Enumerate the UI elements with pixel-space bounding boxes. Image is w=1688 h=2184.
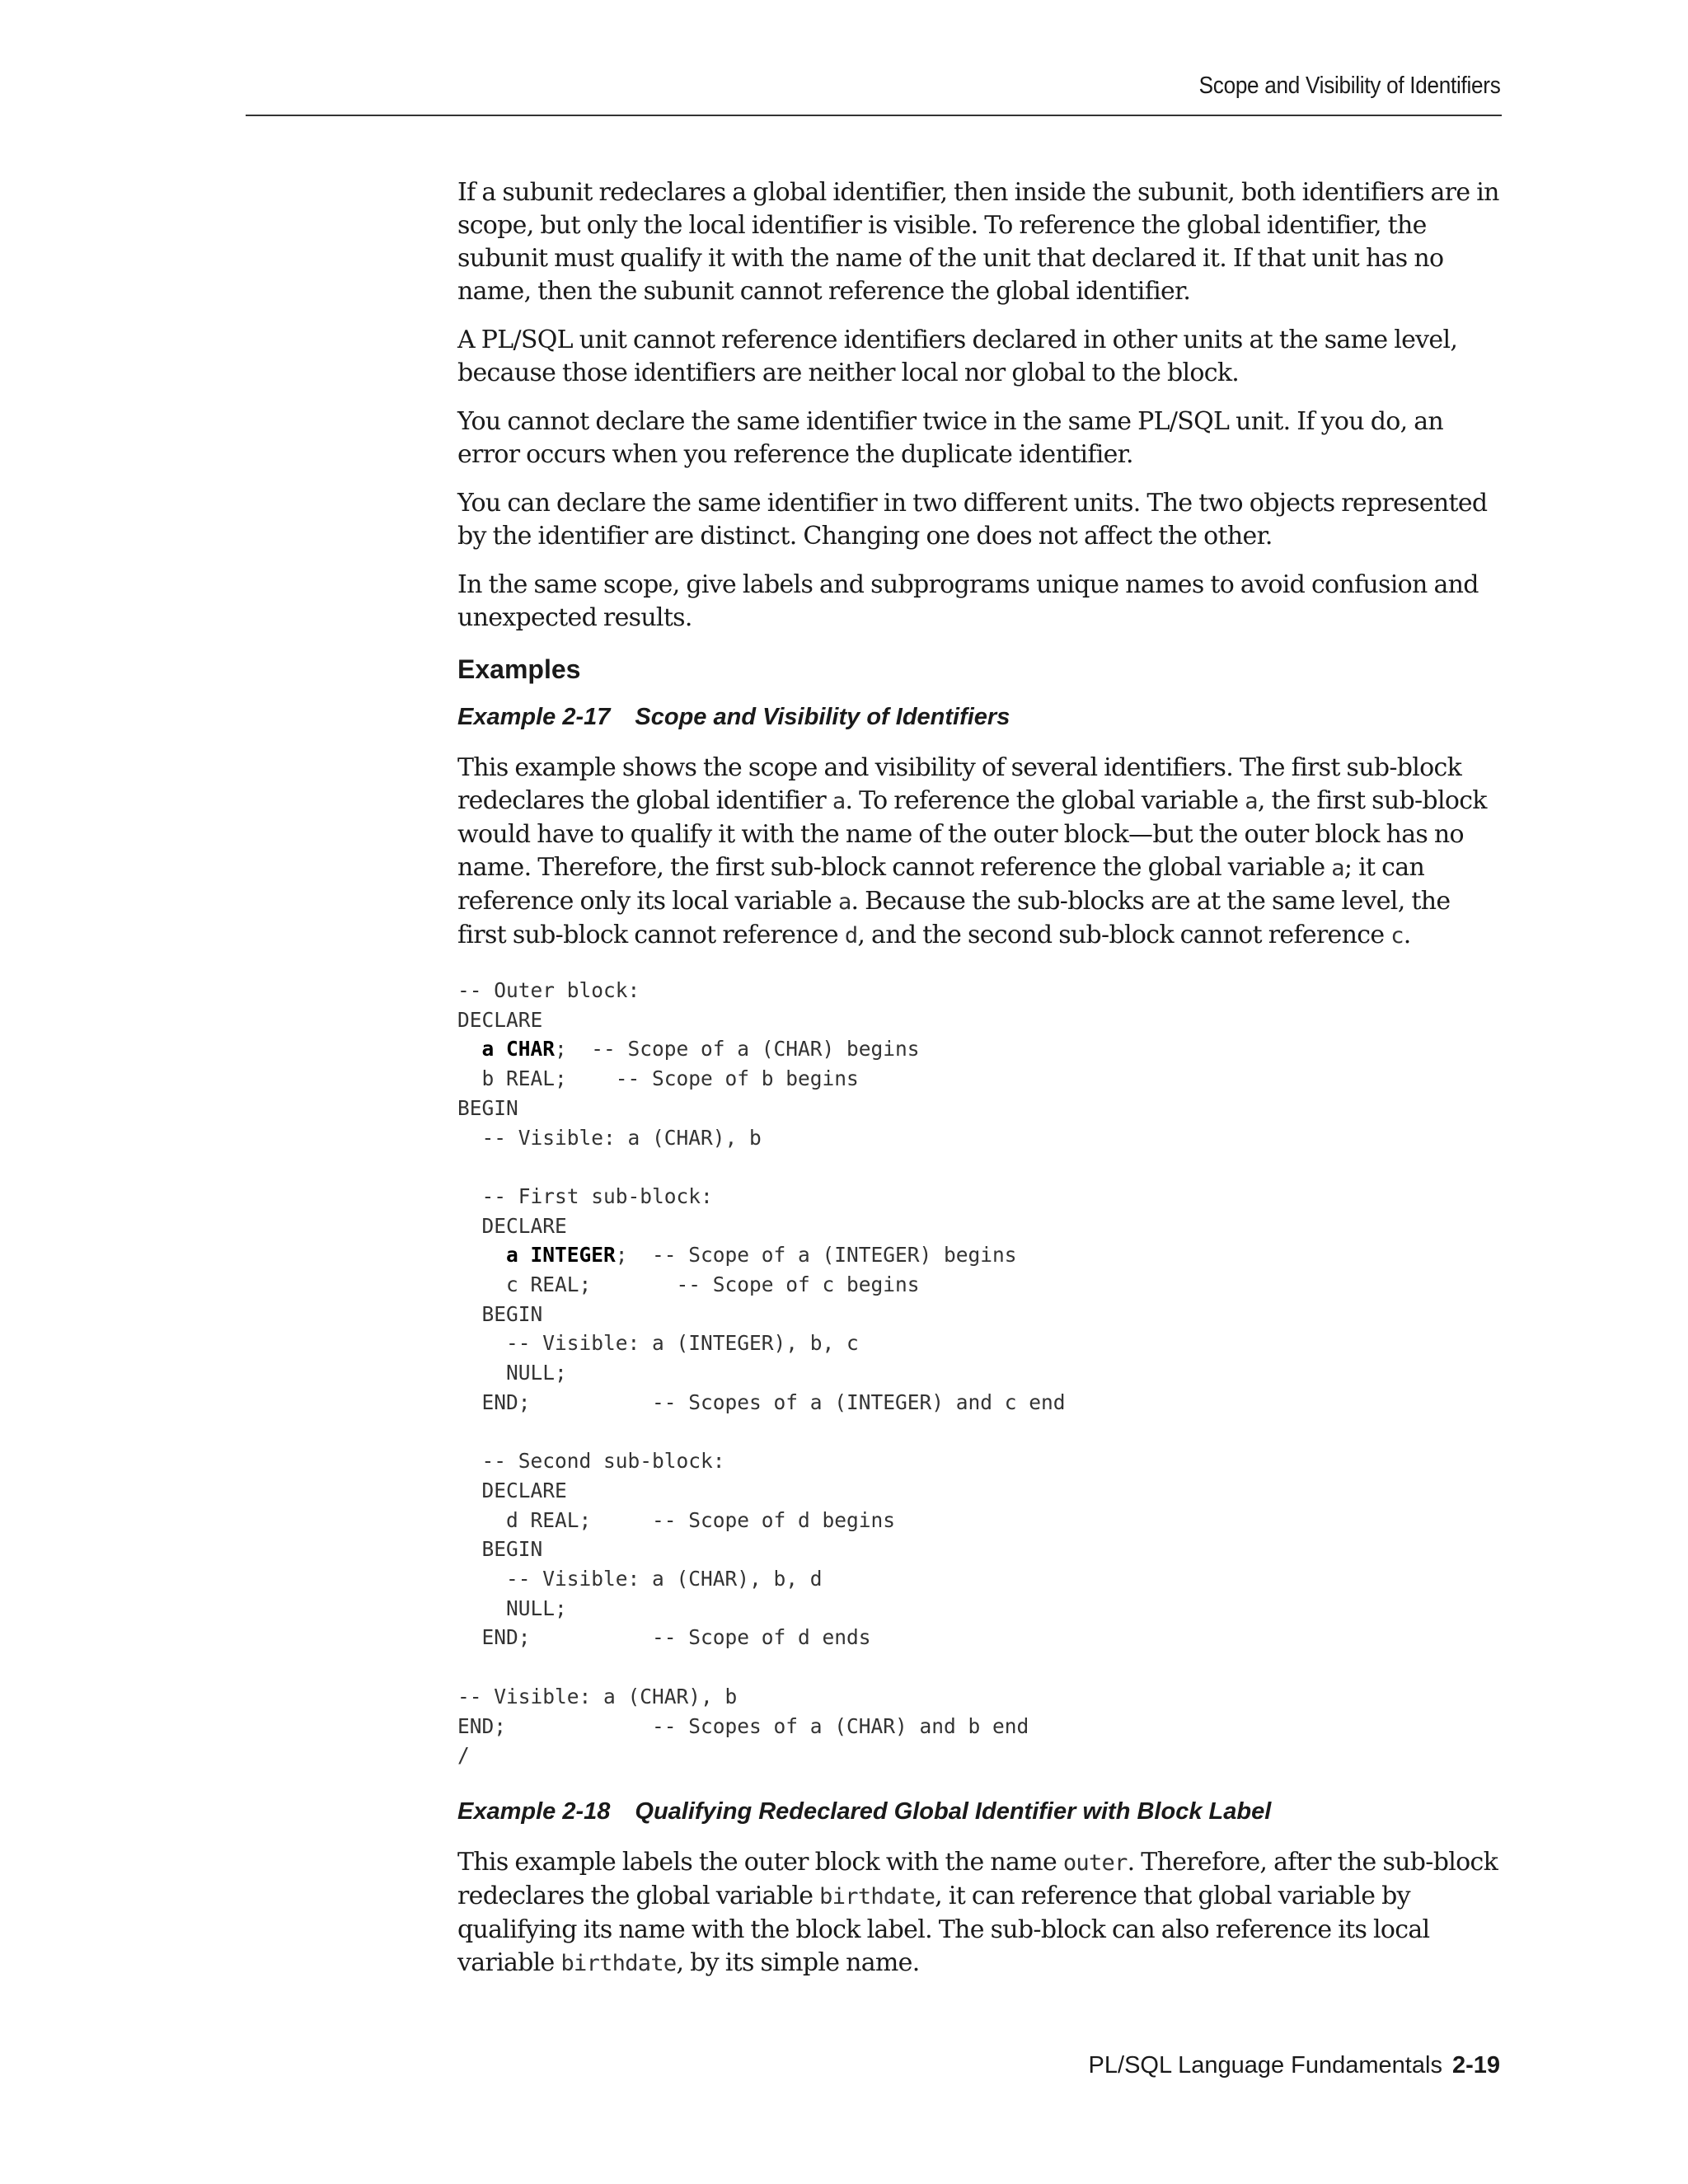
text-run: . To reference the global variable bbox=[845, 786, 1245, 815]
example-caption bbox=[457, 701, 1504, 733]
text-run: . Therefore, after the sub-block redeclares the global variable bbox=[457, 1847, 1498, 1910]
inline-code: outer bbox=[1062, 1849, 1128, 1876]
text-run: , by its simple name. bbox=[676, 1947, 920, 1977]
running-footer bbox=[1089, 2052, 1500, 2079]
paragraph: A PL/SQL unit cannot reference identifiers declared in other units at the same level, because those identifiers are neither local nor global to the block. bbox=[457, 326, 1458, 387]
running-header: Scope and Visibility of Identifiers bbox=[1198, 73, 1500, 99]
inline-code: d bbox=[844, 923, 858, 949]
text-run: This example shows the scope and visibility of several identifiers. The first sub-block redeclares the global identifier bbox=[457, 753, 1462, 815]
page-number: 2-19 bbox=[1451, 2052, 1500, 2079]
inline-code: a bbox=[1245, 789, 1258, 814]
code-indent bbox=[457, 1037, 482, 1061]
paragraph: You can declare the same identifier in two different units. The two objects represented by the identifier are distinct. Changing one does not affect the other. bbox=[457, 489, 1488, 551]
paragraph: In the same scope, give labels and subprograms unique names to avoid confusion and unexpected results. bbox=[457, 570, 1479, 632]
paragraph: You cannot declare the same identifier twice in the same PL/SQL unit. If you do, an error occurs when you reference the duplicate identifier. bbox=[457, 407, 1444, 469]
text-run: . Because the sub-blocks are at the same level, the first sub-block cannot reference bbox=[457, 887, 1451, 949]
example-title: Qualifying Redeclared Global Identifier with Block Label bbox=[635, 1797, 1272, 1825]
inline-code: a bbox=[1331, 855, 1344, 881]
example-number: Example 2-18 bbox=[457, 1797, 611, 1825]
text-run: . bbox=[1403, 921, 1411, 949]
text-run: , it can reference that global variable by qualifying its name with the block label. The sub-block can also reference its local variable bbox=[457, 1881, 1430, 1977]
text-run: , the first sub-block would have to qualify it with the name of the outer block—but the outer block has no name. Therefore, the first sub-block cannot reference the global variable bbox=[457, 786, 1487, 882]
code-segment: ; -- Scope of a (INTEGER) begins c REAL; -- Scope of c begins BEGIN -- Visible: a (INTEGER), b, c NULL; END; -- Scopes of a (INTEGER) and c end -- Second sub-block: DECLARE d REAL; -- Scope of d begins BEGIN -- Visible: a (CHAR), b, d NULL; END; -- Scope of d ends -- Visible: a (CHAR), b END; -- Scopes of a (CHAR) and b end / bbox=[457, 1243, 1066, 1768]
code-block bbox=[457, 976, 1504, 1770]
footer-title: PL/SQL Language Fundamentals bbox=[1088, 2052, 1442, 2079]
paragraph: If a subunit redeclares a global identifier, then inside the subunit, both identifiers are in scope, but only the local identifier is visible. To reference the global identifier, the subunit must qualify it with the name of the unit that declared it. If that unit has no name, then the subunit cannot reference the global identifier. bbox=[457, 178, 1499, 306]
example-description bbox=[457, 1846, 1504, 1980]
example-number: Example 2-17 bbox=[457, 704, 611, 730]
text-run: ; it can reference only its local variable bbox=[457, 853, 1425, 916]
example-caption bbox=[457, 1795, 1504, 1828]
code-line: DECLARE bbox=[457, 1007, 543, 1032]
inline-code: birthdate bbox=[819, 1883, 935, 1910]
header-rule bbox=[246, 115, 1502, 116]
code-highlight: a INTEGER bbox=[506, 1243, 616, 1268]
example-title: Scope and Visibility of Identifiers bbox=[635, 704, 1010, 730]
examples-heading: Examples bbox=[457, 654, 581, 684]
inline-code: c bbox=[1390, 923, 1404, 949]
inline-code: a bbox=[837, 889, 851, 915]
code-segment: ; -- Scope of a (CHAR) begins b REAL; -- Scope of b begins BEGIN -- Visible: a (CHAR), b -- First sub-block: DECLARE bbox=[457, 1037, 920, 1238]
code-highlight: a CHAR bbox=[481, 1037, 556, 1062]
inline-code: a bbox=[832, 789, 846, 814]
example-description bbox=[457, 752, 1504, 953]
text-run: , and the second sub-block cannot reference bbox=[857, 921, 1391, 949]
code-line: -- Outer block: bbox=[457, 978, 640, 1002]
page-content bbox=[457, 176, 1504, 1996]
inline-code: birthdate bbox=[560, 1950, 677, 1976]
text-run: This example labels the outer block with the name bbox=[457, 1847, 1063, 1877]
